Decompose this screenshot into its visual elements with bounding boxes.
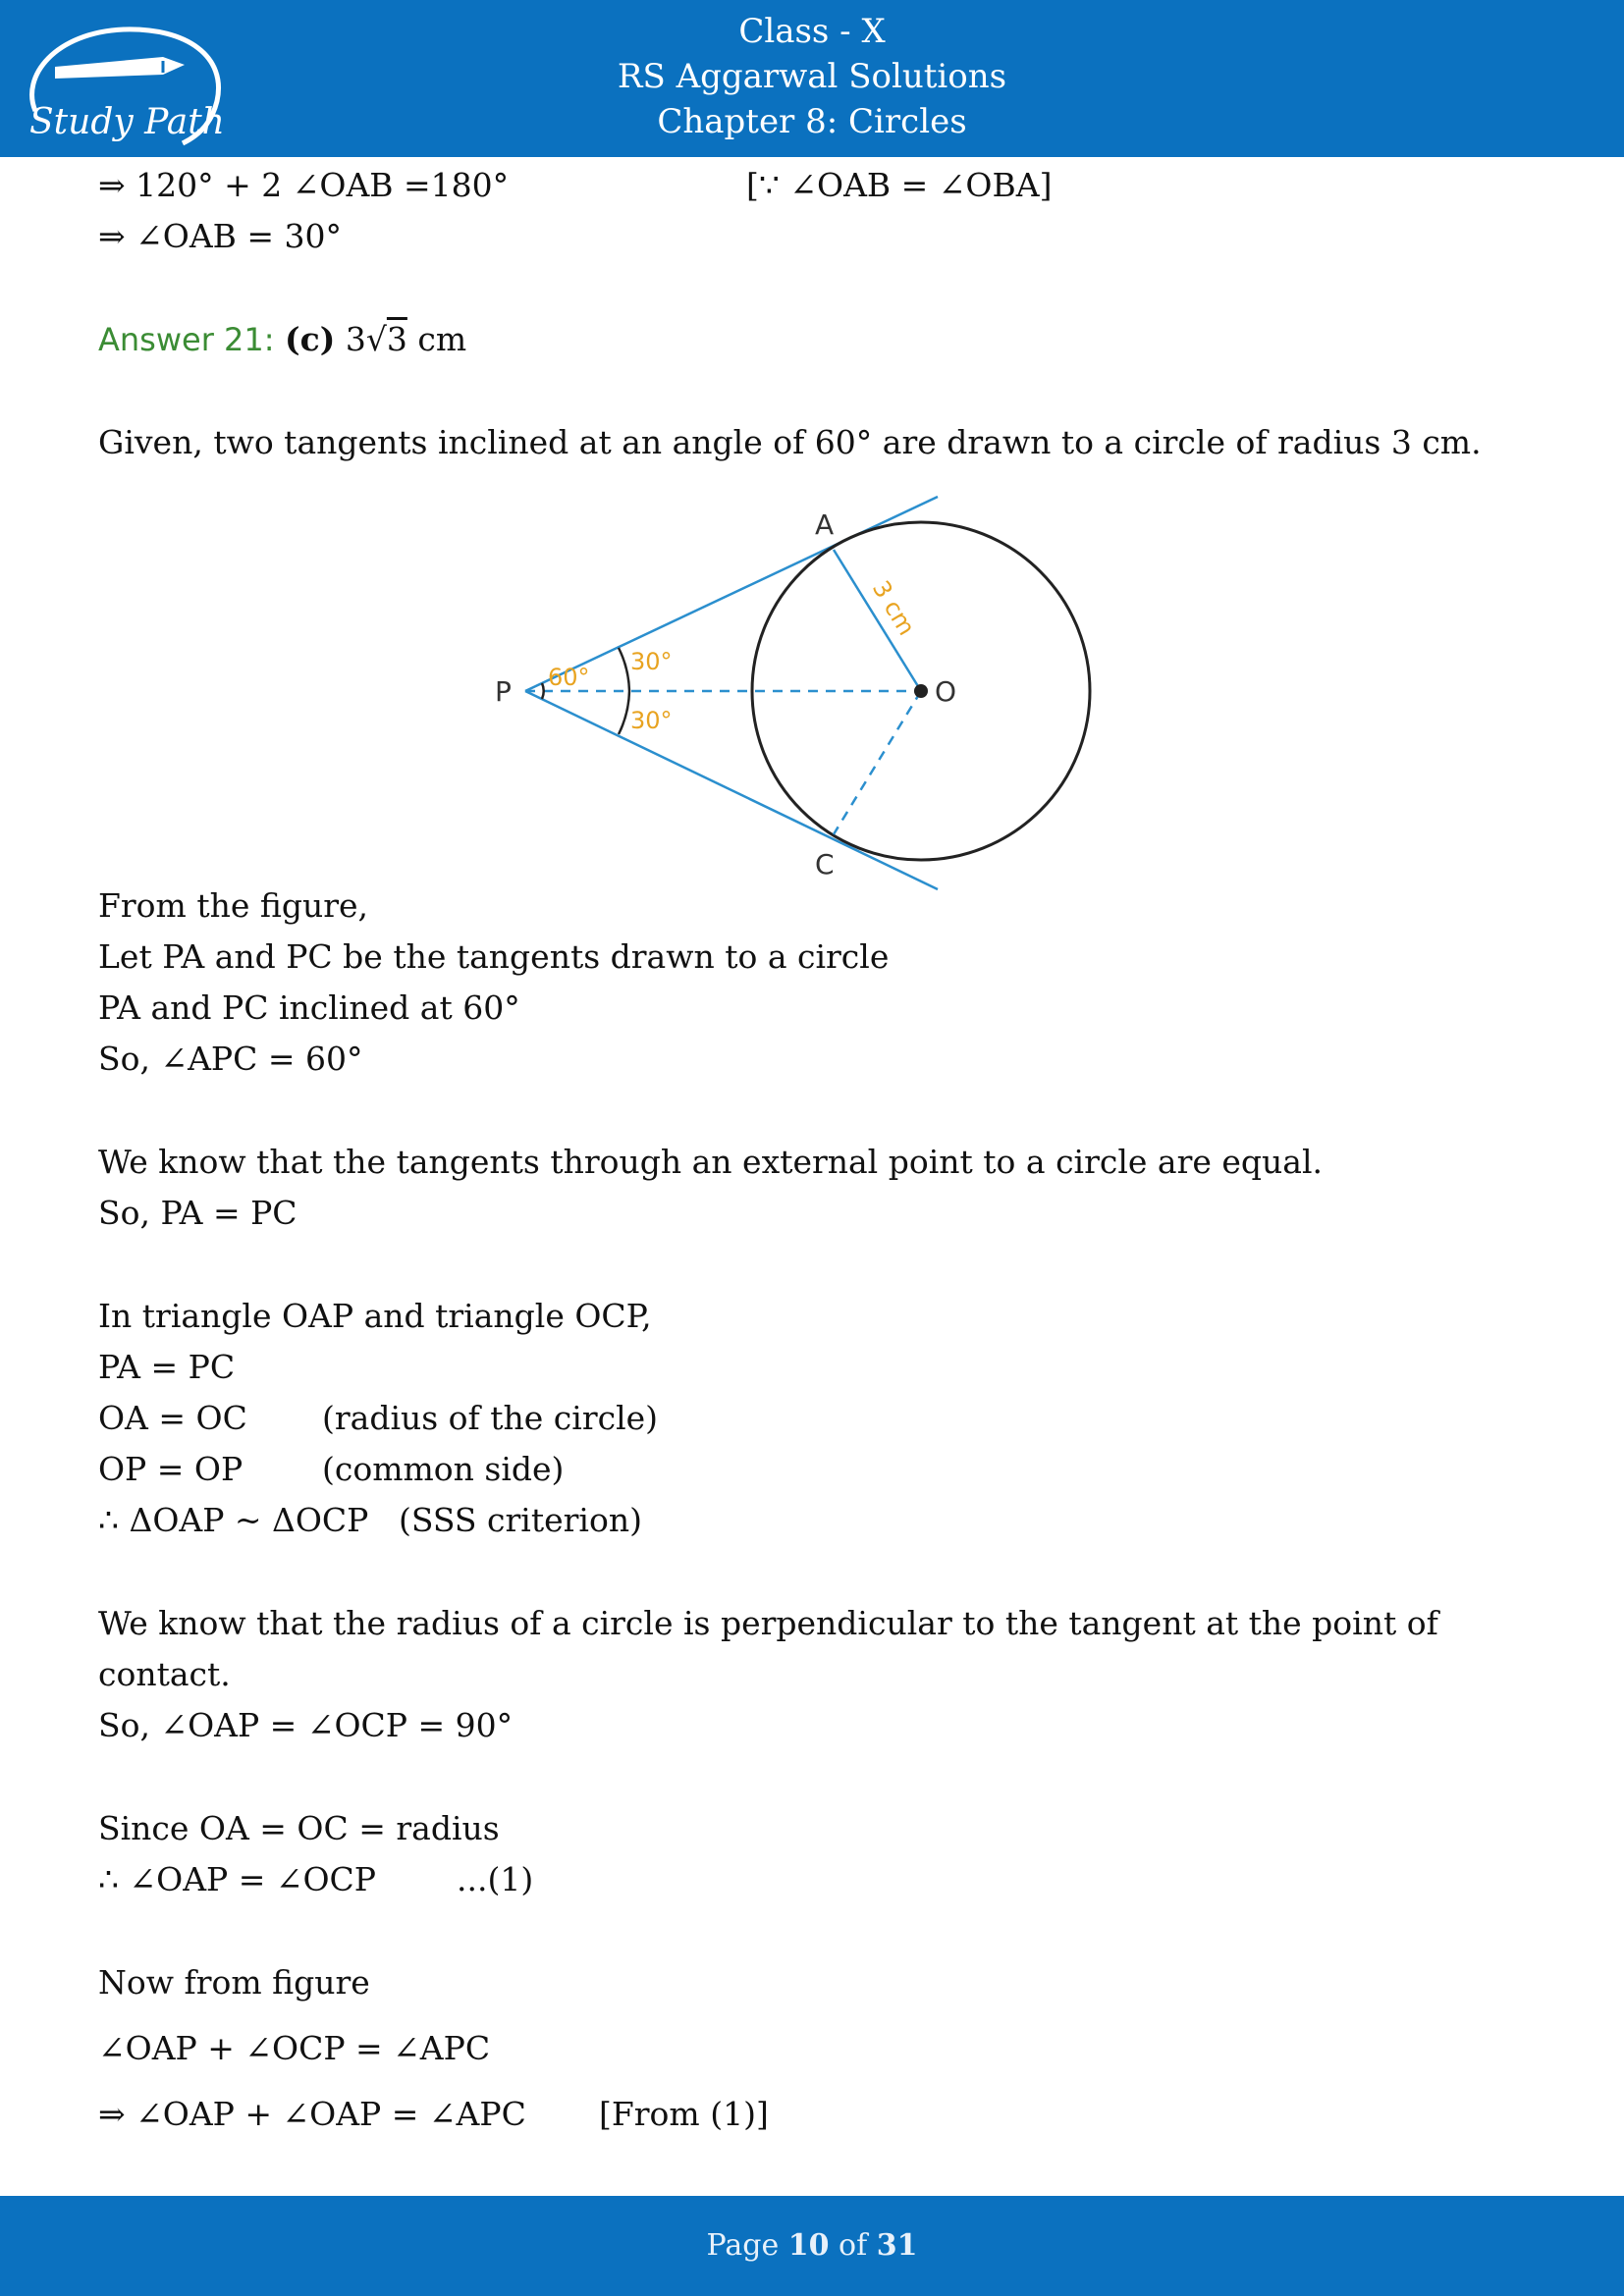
- proof-line: [98, 1854, 1532, 1905]
- answer-label: Answer 21:: [98, 321, 275, 358]
- page-prefix: Page: [706, 2228, 788, 2263]
- proof-reason: (SSS criterion): [399, 1501, 642, 1539]
- page-total: 31: [876, 2228, 918, 2263]
- proof-statement: OP = OP: [98, 1450, 244, 1488]
- book-title: RS Aggarwal Solutions: [617, 57, 1007, 96]
- proof-reason: (radius of the circle): [322, 1399, 659, 1437]
- proof-statement: ∴ ∠OAP = ∠OCP: [98, 1860, 377, 1898]
- equation: ⇒ 120° + 2 ∠OAB =180°: [98, 166, 510, 204]
- radius-label: 3 cm: [866, 575, 921, 641]
- text-line: Now from figure: [98, 1963, 370, 2002]
- angle-arc-30-bottom: [619, 691, 629, 734]
- given-statement: Given, two tangents inclined at an angle of 60° are drawn to a circle of radius 3 cm.: [98, 423, 1482, 461]
- proof-line: [98, 1393, 1532, 1444]
- page-of: of: [829, 2228, 877, 2263]
- text-line: PA = PC: [98, 1348, 236, 1386]
- page-number: 10: [787, 2228, 830, 2263]
- answer-option: (c): [285, 320, 336, 358]
- text-line: In triangle OAP and triangle OCP,: [98, 1297, 652, 1335]
- text-line: Let PA and PC be the tangents drawn to a circle: [98, 937, 890, 976]
- answer-radicand: 3: [386, 320, 407, 358]
- angle-label-30-top: 30°: [630, 648, 673, 675]
- answer-heading: [98, 314, 1532, 365]
- equation-line: ∠OAP + ∠OCP = ∠APC: [98, 2029, 491, 2067]
- text-line: We know that the tangents through an external point to a circle are equal.: [98, 1143, 1324, 1181]
- text-paragraph: We know that the radius of a circle is perpendicular to the tangent at the point of contact.: [98, 1604, 1438, 1693]
- proof-line: [98, 2089, 1532, 2140]
- label-a: A: [815, 508, 835, 541]
- equation-ref: ...(1): [457, 1860, 534, 1898]
- page-header: [0, 0, 1624, 157]
- chapter-title: Chapter 8: Circles: [657, 102, 967, 141]
- page-footer: [0, 2196, 1624, 2296]
- answer-unit: cm: [406, 320, 467, 358]
- angle-arc-60: [542, 683, 544, 699]
- class-title: Class - X: [738, 12, 886, 51]
- text-line: So, PA = PC: [98, 1194, 298, 1232]
- tangent-pc: [525, 691, 938, 889]
- angle-label-60: 60°: [548, 664, 590, 691]
- proof-line: [98, 1444, 1532, 1495]
- label-p: P: [495, 675, 512, 708]
- page-content: [98, 160, 1532, 2140]
- text-line: Since OA = OC = radius: [98, 1809, 500, 1847]
- step-line: [98, 160, 1532, 211]
- label-o: O: [935, 675, 957, 708]
- label-c: C: [815, 848, 835, 881]
- answer-coefficient: 3: [345, 320, 366, 358]
- text-line: PA and PC inclined at 60°: [98, 988, 520, 1027]
- proof-reason: [From (1)]: [599, 2095, 769, 2133]
- text-line: So, ∠APC = 60°: [98, 1040, 363, 1078]
- svg-text:Study Path: Study Path: [29, 102, 225, 142]
- text-line: So, ∠OAP = ∠OCP = 90°: [98, 1706, 514, 1744]
- equation-reason: [∵ ∠OAB = ∠OBA]: [746, 166, 1053, 204]
- radius-oc: [834, 691, 921, 834]
- proof-statement: OA = OC: [98, 1399, 247, 1437]
- center-point: [914, 684, 928, 698]
- sqrt-symbol: √: [365, 320, 387, 358]
- angle-arc-30-top: [619, 648, 629, 691]
- proof-statement: ⇒ ∠OAP + ∠OAP = ∠APC: [98, 2095, 526, 2133]
- angle-label-30-bottom: 30°: [630, 707, 673, 734]
- proof-line: [98, 1495, 1532, 1546]
- step-line: ⇒ ∠OAB = 30°: [98, 217, 343, 255]
- proof-reason: (common side): [322, 1450, 565, 1488]
- proof-statement: ∴ ΔOAP ~ ΔOCP: [98, 1501, 369, 1539]
- tangent-circle-figure: [481, 493, 1110, 905]
- study-path-logo: [16, 18, 234, 150]
- text-line: From the figure,: [98, 886, 369, 925]
